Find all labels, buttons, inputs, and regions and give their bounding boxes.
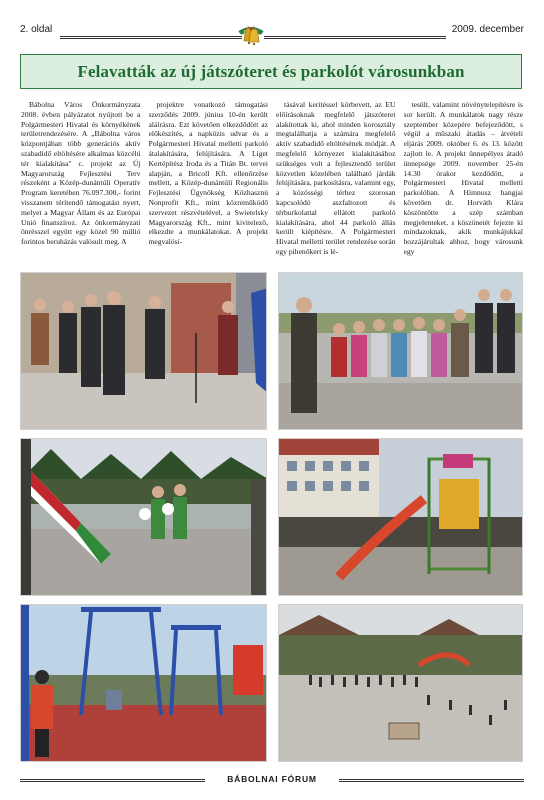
article-title-box	[20, 54, 522, 89]
article-column-text: tesült, valamint növénytelepítésre is sor került. A munkálatok nagy része szeptember közepére befejeződött, s végül a műszaki átadás – átvételi eljárás 2009. október 6. és 13. között zajlott le. A projekt ünnepélyes átadó ünnepsége 2009. november 25-én 14.30 órakor kezdődött, a Polgármesteri Hivatal melletti parkolóban. A Himnusz hangjai követően dr. Horváth Klára köszöntötte a szép számban megjelenteket, s köszönetét fejezte ki mindazoknak, akik munkájukkal hozzájárultak ahhoz, hogy városunk egy	[403, 100, 523, 256]
photo-ribbon-cutting	[20, 438, 267, 596]
article-column-1	[21, 100, 141, 270]
article-body	[21, 100, 523, 270]
article-column-2	[149, 100, 269, 270]
article-column-4	[404, 100, 524, 270]
photo-children-singing	[278, 272, 523, 430]
christmas-bells-icon	[236, 22, 266, 48]
article-column-text: tásával kerítéssel körbevett, az EU előírásoknak megfelelő játszóteret alakítottak ki, ahol minden korosztály megtalálhatja a számára megfelelő aktív szabadidő eltöltésének módját. A megfelelő környezet kialakításához szükséges volt a fejlesztendő terület közvetlen közelében található járdák felújítására, parkosításra, valamint egy, a közösségi térhez szorosan kapcsolódó aszfaltozott és térburkolattal ellátott parkoló kialakítására, ahol 44 parkoló állás került kiépítésre. A Polgármesteri Hivatal melletti terület rendezése során egy pihenőkert is lé-	[276, 100, 396, 256]
page-header	[20, 18, 524, 44]
page-footer	[20, 772, 524, 788]
footer-rule-right	[339, 779, 524, 782]
article-column-3	[276, 100, 396, 270]
photo-swings	[20, 604, 267, 762]
issue-date: 2009. december	[451, 24, 524, 35]
header-rule-left	[60, 36, 242, 39]
page-number: 2. oldal	[20, 24, 53, 35]
article-title: Felavatták az új játszóteret és parkolót városunkban	[77, 61, 465, 81]
header-rule-right	[264, 36, 446, 39]
article-column-text: projektre vonatkozó támogatási szerződés 2009. június 10-én került aláírásra. Ezt követően elkezdődött az előkészítés, a napközis udvar és a Polgármesteri Hivatal melletti parkoló átalakítására, felújítására. A Liget Kertépítész Iroda és a Titán Bt. tervei alapján, a Bricoll Kft. ellenőrzése mellett, a Közép-dunántúli Regionális Fejlesztési Ügynökség Közhasznú Nonprofit Kft., mint közreműködő szervezet részvételével, a Swietelsky Magyarország Kft., mint kivitelező, elkezdte a munkálatokat. A projekt megvalósí-	[148, 100, 268, 247]
publication-name: BÁBOLNAI FÓRUM	[227, 774, 317, 784]
article-column-text: Bábolna Város Önkormányzata 2008. évben pályázatot nyújtott be a Polgármesteri Hivatal és környékének területrendezésére. A „Bábolna város központjában több generációs aktív szabadidő eltöltésére alkalmas közcélú tér kialakítása" c. projekt az Új Magyarország Fejlesztési Terv részeként a Közép-dunántúli Operatív Program keretében 76.097.300,- forint visszanem térítendő támogatást nyert, melyet a Magyar Állam és az Európai Unió finanszíroz. Az önkormányzati önrésszel együtt egy közel 90 millió forintos beruházás valósult meg. A	[21, 100, 141, 247]
photo-crowd-overview	[278, 604, 523, 762]
photo-playground-slide	[278, 438, 523, 596]
photo-ceremony-speech	[20, 272, 267, 430]
